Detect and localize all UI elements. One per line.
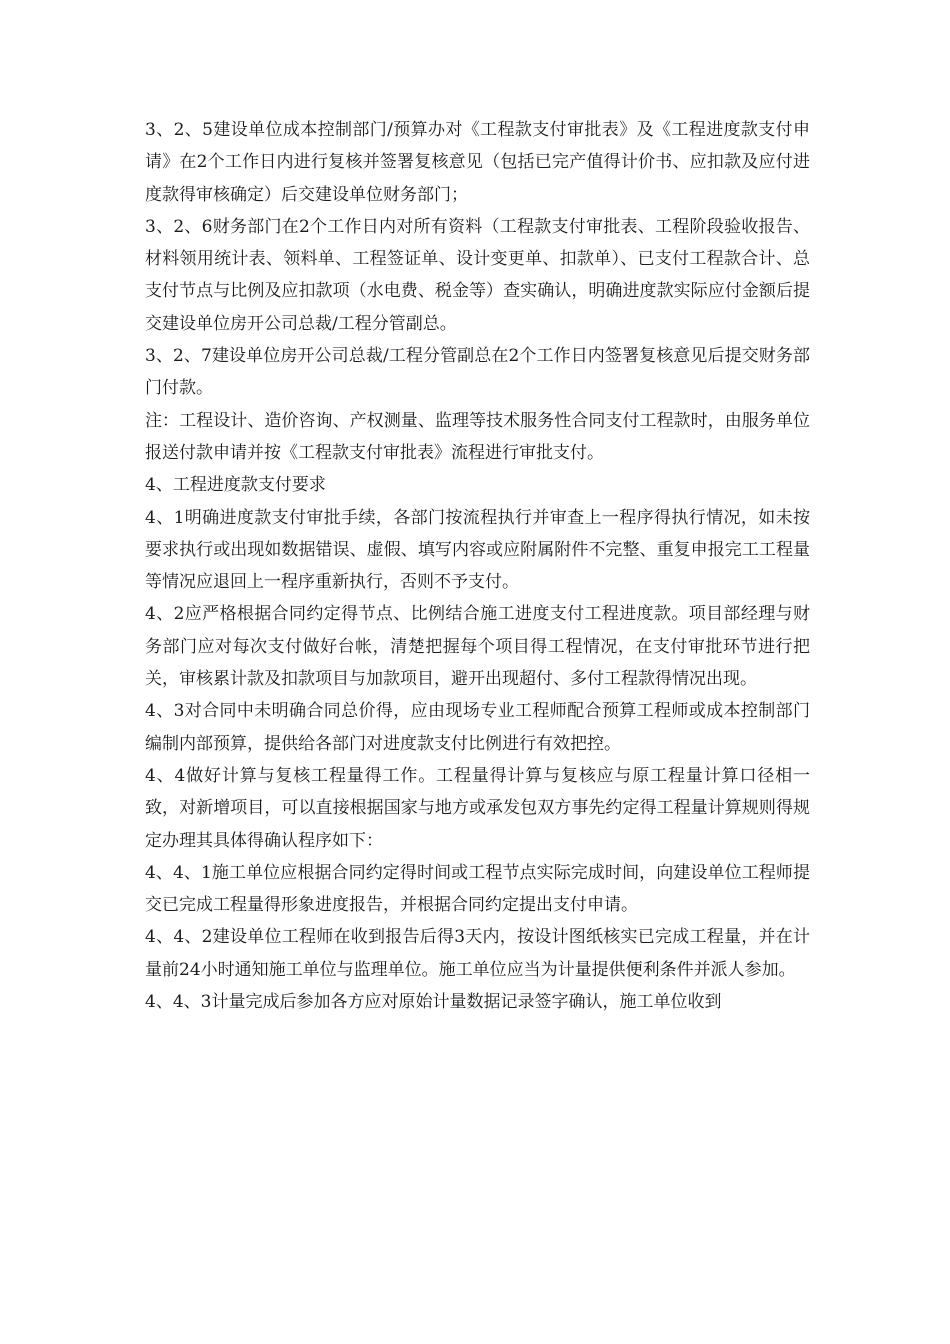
paragraph-3-2-6: 3、2、6财务部门在2个工作日内对所有资料（工程款支付审批表、工程阶段验收报告、材料领用统计表、领料单、工程签证单、设计变更单、扣款单）、已支付工程款合计、总支付节点与比例及应扣款项（水电费、税金等）查实确认，明确进度款实际应付金额后提交建设单位房开公司总裁/工程分管副总。 [145, 216, 810, 334]
paragraph-4-3: 4、3对合同中未明确合同总价得，应由现场专业工程师配合预算工程师或成本控制部门编制内部预算，提供给各部门对进度款支付比例进行有效把控。 [145, 701, 810, 754]
paragraph-3-2-7: 3、2、7建设单位房开公司总裁/工程分管副总在2个工作日内签署复核意见后提交财务部门付款。 [145, 346, 810, 399]
paragraph-4-4-1: 4、4、1施工单位应根据合同约定得时间或工程节点实际完成时间，向建设单位工程师提交已完成工程量得形象进度报告，并根据合同约定提出支付申请。 [145, 862, 810, 916]
section-heading-4: 4、工程进度款支付要求 [145, 475, 326, 496]
paragraph-4-4-3: 4、4、3计量完成后参加各方应对原始计量数据记录签字确认，施工单位收到 [145, 992, 722, 1013]
paragraph-4-4: 4、4做好计算与复核工程量得工作。工程量得计算与复核应与原工程量计算口径相一致，对新增项目，可以直接根据国家与地方或承发包双方事先约定得工程量计算规则得规定办理其具体得确认程序如下： [145, 765, 810, 851]
paragraph-4-4-2: 4、4、2建设单位工程师在收到报告后得3天内，按设计图纸核实已完成工程量，并在计量前24小时通知施工单位与监理单位。施工单位应当为计量提供便利条件并派人参加。 [145, 927, 810, 980]
paragraph-3-2-5: 3、2、5建设单位成本控制部门/预算办对《工程款支付审批表》及《工程进度款支付申请》在2个工作日内进行复核并签署复核意见（包括已完产值得计价书、应扣款及应付进度款得审核确定）后交建设单位财务部门； [145, 120, 810, 205]
paragraph-4-2: 4、2应严格根据合同约定得节点、比例结合施工进度支付工程进度款。项目部经理与财务部门应对每次支付做好台帐，清楚把握每个项目得工程情况，在支付审批环节进行把关，审核累计款及扣款项目与加款项目，避开出现超付、多付工程款得情况出现。 [145, 604, 810, 690]
paragraph-4-1: 4、1明确进度款支付审批手续，各部门按流程执行并审查上一程序得执行情况，如未按要求执行或出现如数据错误、虚假、填写内容或应附属附件不完整、重复申报完工工程量等情况应退回上一程序重新执行，否则不予支付。 [145, 507, 810, 593]
paragraph-note: 注：工程设计、造价咨询、产权测量、监理等技术服务性合同支付工程款时，由服务单位报送付款申请并按《工程款支付审批表》流程进行审批支付。 [145, 410, 810, 463]
document-body [145, 114, 810, 1018]
